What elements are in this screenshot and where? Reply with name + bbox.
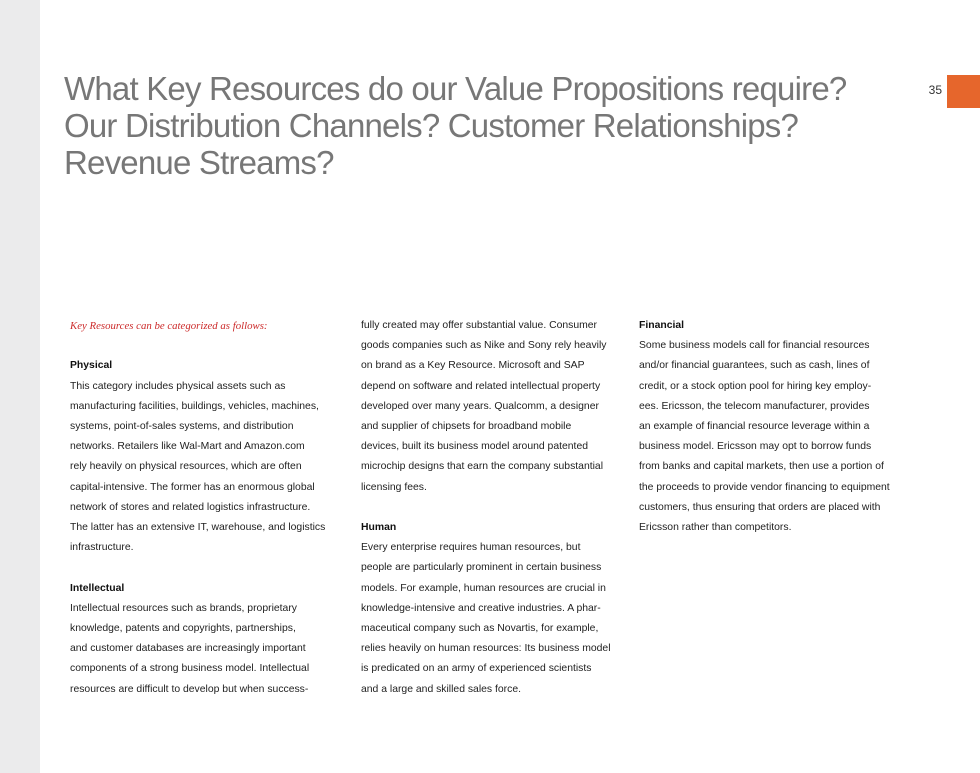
body-line: microchip designs that earn the company substantial [361, 461, 604, 473]
body-line: goods companies such as Nike and Sony rely heavily [361, 340, 607, 352]
body-line: rely heavily on physical resources, which are often [70, 461, 302, 473]
body-line: This category includes physical assets such as [70, 380, 286, 392]
body-line: credit, or a stock option pool for hiring key employ- [639, 380, 872, 392]
body-line: networks. Retailers like Wal-Mart and Amazon.com [70, 441, 305, 453]
section-heading-intellectual: Intellectual [70, 582, 125, 594]
body-line: and customer databases are increasingly important [70, 643, 306, 655]
section-body-intellectual-part-2 [361, 316, 637, 498]
body-line: The latter has an extensive IT, warehouse, and logistics [70, 522, 326, 534]
section-body-financial [639, 336, 915, 538]
page-tab-marker [947, 75, 980, 108]
body-line: models. For example, human resources are crucial in [361, 582, 606, 594]
body-line: from banks and capital markets, then use a portion of [639, 461, 884, 473]
body-line: is predicated on an army of experienced scientists [361, 663, 592, 675]
body-line: systems, point-of-sales systems, and distribution [70, 421, 294, 432]
section-body-human [361, 538, 637, 700]
body-line: and/or financial guarantees, such as cash, lines of [639, 360, 870, 372]
body-line: business model. Ericsson may opt to borrow funds [639, 441, 872, 453]
headline-line: Our Distribution Channels? Customer Relationships? [64, 107, 799, 144]
body-line: ees. Ericsson, the telecom manufacturer, provides [639, 400, 870, 412]
body-line: knowledge-intensive and creative industries. A phar- [361, 602, 601, 614]
body-line: relies heavily on human resources: Its business model [361, 643, 611, 655]
section-heading-physical: Physical [70, 360, 113, 372]
body-line: manufacturing facilities, buildings, vehicles, machines, [70, 400, 319, 412]
body-line: infrastructure. [70, 542, 134, 554]
body-line: devices, built its business model around patented [361, 441, 589, 453]
body-line: developed over many years. Qualcomm, a designer [361, 400, 599, 412]
body-line: licensing fees. [361, 481, 427, 493]
section-body-intellectual-part-1 [70, 599, 346, 700]
section-heading-human: Human [361, 522, 397, 534]
body-line: network of stores and related logistics infrastructure. [70, 501, 311, 513]
body-line: and a large and skilled sales force. [361, 683, 521, 695]
body-line: on brand as a Key Resource. Microsoft and SAP [361, 360, 585, 372]
body-line: Intellectual resources such as brands, proprietary [70, 602, 297, 614]
section-body-physical [70, 377, 346, 559]
body-line: Some business models call for financial resources [639, 340, 870, 352]
body-line: depend on software and related intellectual property [361, 380, 601, 392]
body-line: an example of financial resource leverage within a [639, 421, 870, 433]
intro-text: Key Resources can be categorized as follows: [70, 320, 268, 332]
body-line: Ericsson rather than competitors. [639, 522, 792, 534]
page-headline [64, 70, 847, 181]
body-line: Every enterprise requires human resources, but [361, 542, 581, 554]
text-column-2 [361, 316, 637, 700]
headline-line: Revenue Streams? [64, 144, 334, 181]
body-line: components of a strong business model. Intellectual [70, 663, 310, 675]
body-line: resources are difficult to develop but when success- [70, 683, 309, 695]
body-line: capital-intensive. The former has an enormous global [70, 481, 315, 493]
section-heading-financial: Financial [639, 320, 685, 331]
body-line: and supplier of chipsets for broadband mobile [361, 421, 572, 433]
body-line: customers, thus ensuring that orders are placed with [639, 501, 881, 513]
text-column-1 [70, 316, 346, 700]
page-number: 35 [928, 83, 942, 97]
body-line: fully created may offer substantial value. Consumer [361, 320, 598, 331]
headline-line: What Key Resources do our Value Propositions require? [64, 70, 847, 107]
text-column-3 [639, 316, 915, 538]
body-line: the proceeds to provide vendor financing to equipment [639, 481, 890, 493]
body-line: people are particularly prominent in certain business [361, 562, 602, 574]
body-line: maceutical company such as Novartis, for example, [361, 623, 599, 635]
body-line: knowledge, patents and copyrights, partnerships, [70, 623, 296, 635]
left-margin-strip [0, 0, 40, 773]
